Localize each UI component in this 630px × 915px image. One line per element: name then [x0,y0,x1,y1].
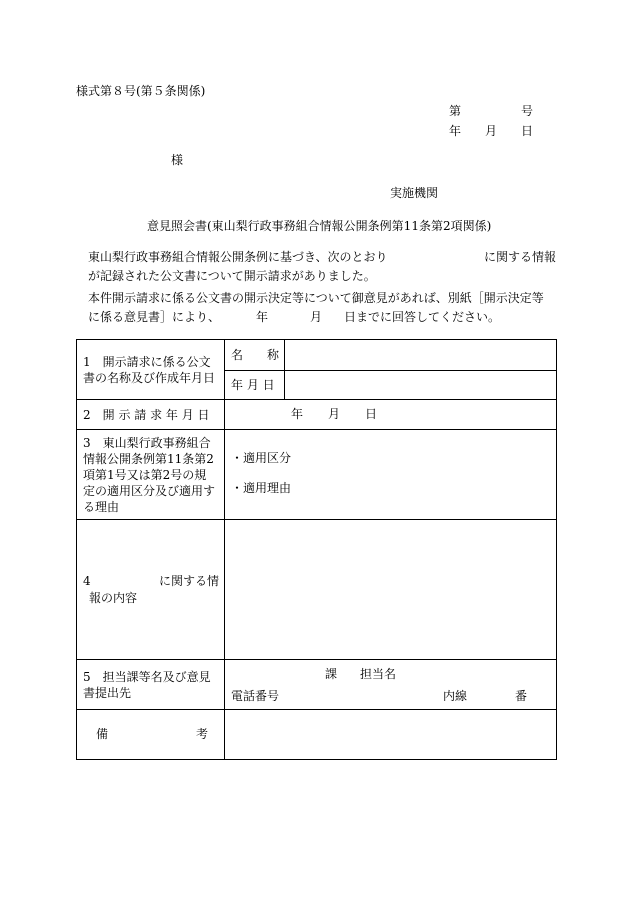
row1-date-label-cell [225,371,285,400]
addressee-suffix: 様 [171,153,184,167]
form-number-label: 様式第８号(第５条関係) [76,84,206,98]
body-line-2: が記録された公文書について開示請求がありました。 [88,269,376,283]
row4-label-cell [77,520,225,660]
doc-number-prefix: 第 [449,104,462,118]
row2-year: 年 [291,407,304,421]
body-line-4-year: 年 [256,310,269,324]
row3-item-reason: ・適用理由 [231,481,292,495]
row6-value[interactable] [225,710,557,760]
row1-date-label: 年 月 日 [231,378,275,392]
body-line-1b: に関する情報 [484,250,557,264]
row5-extension-suffix: 番 [515,689,528,703]
row4-label-number: 4 [83,574,91,588]
row5-value[interactable] [225,660,557,710]
request-info-table [76,339,557,760]
row6-label-b: 考 [196,727,209,741]
row5-label: 5 担当課等名及び意見書提出先 [77,660,225,710]
row2-day: 日 [365,407,378,421]
row6-label-cell [77,710,225,760]
date-year-label: 年 [449,124,462,138]
row1-name-label-cell [225,340,285,371]
row2-month: 月 [328,407,341,421]
row5-extension-label: 内線 [443,689,468,703]
row3-value[interactable] [225,430,557,520]
row4-value[interactable] [225,520,557,660]
row5-staff-label: 担当名 [360,667,397,681]
document-title: 意見照会書(東山梨行政事務組合情報公開条例第11条第2項関係) [147,219,492,233]
row1-name-value[interactable] [285,340,557,371]
date-day-label: 日 [521,124,534,138]
row1-date-value[interactable] [285,371,557,400]
date-month-label: 月 [485,124,498,138]
row2-label: 2 開 示 請 求 年 月 日 [77,400,225,430]
body-line-1a: 東山梨行政事務組合情報公開条例に基づき、次のとおり [88,250,388,264]
row4-label-tail: に関する情 [159,574,220,588]
row5-phone-label: 電話番号 [231,689,280,703]
doc-number-suffix: 号 [521,104,534,118]
row1-name-label: 名 称 [231,348,280,362]
body-line-3: 本件開示請求に係る公文書の開示決定等について御意見があれば、別紙［開示決定等 [88,291,544,305]
row3-label: 3 東山梨行政事務組合情報公開条例第11条第2項第1号又は第2号の規定の適用区分及び適用する理由 [77,430,225,520]
body-line-4b: 日までに回答してください。 [344,310,501,324]
row1-label: 1 開示請求に係る公文書の名称及び作成年月日 [77,340,225,400]
row3-item-category: ・適用区分 [231,451,292,465]
body-line-4-month: 月 [310,310,323,324]
row4-label-line2: 報の内容 [89,591,138,605]
row6-label-a: 備 [96,727,109,741]
body-line-4a: に係る意見書］により、 [88,310,221,324]
sender-agency-label: 実施機関 [390,186,439,200]
row5-section-suffix: 課 [325,667,338,681]
row2-value[interactable] [225,400,557,430]
